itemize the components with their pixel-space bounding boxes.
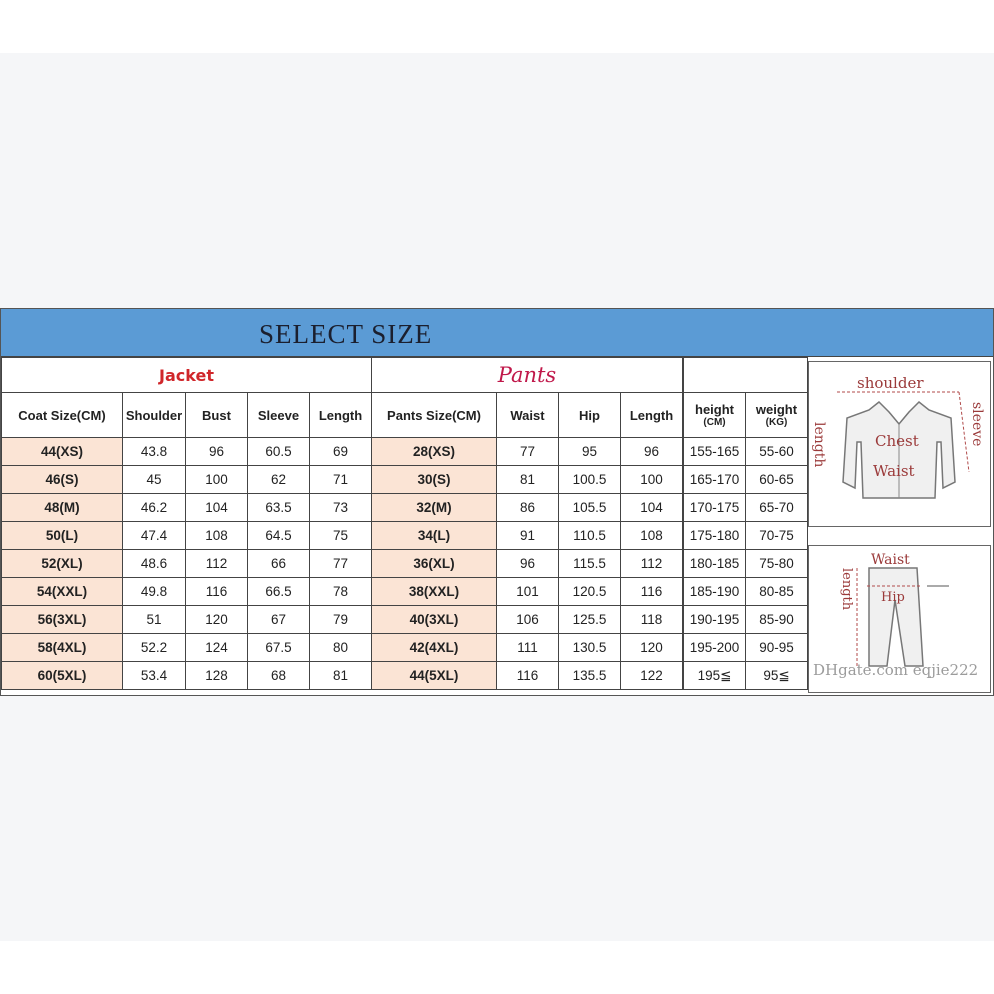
jacket-value-cell: 71 [310, 466, 372, 494]
pants-value-cell: 130.5 [559, 634, 621, 662]
pants-value-cell: 120.5 [559, 578, 621, 606]
watermark: DHgate.com eqjie222 [813, 661, 979, 679]
jacket-header-row [2, 393, 372, 438]
pants-value-cell: 115.5 [559, 550, 621, 578]
pants-size-cell: 34(L) [372, 522, 497, 550]
table-row [372, 494, 683, 522]
pants-value-cell: 116 [621, 578, 683, 606]
table-row [684, 662, 808, 690]
jacket-value-cell: 51 [123, 606, 186, 634]
waist-label: Waist [873, 462, 915, 480]
jacket-value-cell: 47.4 [123, 522, 186, 550]
weight-cell: 55-60 [746, 438, 808, 466]
pants-value-cell: 96 [497, 550, 559, 578]
table-row [684, 606, 808, 634]
pants-value-cell: 106 [497, 606, 559, 634]
table-row [684, 522, 808, 550]
table-row [2, 438, 372, 466]
coat-size-cell: 56(3XL) [2, 606, 123, 634]
coat-size-cell: 52(XL) [2, 550, 123, 578]
jacket-value-cell: 100 [186, 466, 248, 494]
pants-value-cell: 86 [497, 494, 559, 522]
height-cell: 155-165 [684, 438, 746, 466]
weight-cell: 75-80 [746, 550, 808, 578]
pants-title-cell [372, 358, 683, 393]
weight-cell: 95≦ [746, 662, 808, 690]
table-row [684, 578, 808, 606]
table-row [684, 438, 808, 466]
pants-value-cell: 101 [497, 578, 559, 606]
jacket-title-cell [2, 358, 372, 393]
coat-size-cell: 44(XS) [2, 438, 123, 466]
pants-value-cell: 77 [497, 438, 559, 466]
jacket-column-header: Sleeve [248, 393, 310, 438]
weight-cell: 60-65 [746, 466, 808, 494]
height-cell: 195-200 [684, 634, 746, 662]
table-row [2, 494, 372, 522]
jacket-value-cell: 128 [186, 662, 248, 690]
jacket-value-cell: 80 [310, 634, 372, 662]
jacket-value-cell: 124 [186, 634, 248, 662]
pants-value-cell: 100.5 [559, 466, 621, 494]
jacket-value-cell: 64.5 [248, 522, 310, 550]
table-row [372, 662, 683, 690]
table-row [2, 550, 372, 578]
table-row [2, 606, 372, 634]
table-row [372, 438, 683, 466]
pants-rows [372, 438, 683, 690]
jacket-value-cell: 66.5 [248, 578, 310, 606]
jacket-value-cell: 67.5 [248, 634, 310, 662]
weight-cell: 70-75 [746, 522, 808, 550]
height-weight-table [683, 357, 808, 690]
pants-value-cell: 104 [621, 494, 683, 522]
jacket-rows [2, 438, 372, 690]
height-weight-rows [684, 438, 808, 690]
jacket-value-cell: 62 [248, 466, 310, 494]
table-row [2, 466, 372, 494]
coat-size-cell: 46(S) [2, 466, 123, 494]
height-cell: 190-195 [684, 606, 746, 634]
weight-cell: 80-85 [746, 578, 808, 606]
pants-value-cell: 91 [497, 522, 559, 550]
jacket-value-cell: 48.6 [123, 550, 186, 578]
table-row [372, 550, 683, 578]
jacket-column-header: Shoulder [123, 393, 186, 438]
table-row [372, 522, 683, 550]
pants-column-header: Waist [497, 393, 559, 438]
table-row [372, 578, 683, 606]
pants-size-cell: 28(XS) [372, 438, 497, 466]
height-cell: 180-185 [684, 550, 746, 578]
body-header-unit: (KG) [765, 417, 788, 428]
jacket-value-cell: 43.8 [123, 438, 186, 466]
pants-value-cell: 118 [621, 606, 683, 634]
weight-cell: 85-90 [746, 606, 808, 634]
jacket-value-cell: 73 [310, 494, 372, 522]
pants-waist-label: Waist [871, 552, 910, 568]
pants-size-table [371, 357, 683, 690]
pants-size-cell: 42(4XL) [372, 634, 497, 662]
jacket-column-header: Bust [186, 393, 248, 438]
height-cell: 165-170 [684, 466, 746, 494]
pants-value-cell: 95 [559, 438, 621, 466]
height-cell: 195≦ [684, 662, 746, 690]
body-header-unit: (CM) [703, 417, 726, 428]
table-row [372, 634, 683, 662]
pants-title: Pants [497, 363, 557, 387]
pants-size-cell: 44(5XL) [372, 662, 497, 690]
pants-value-cell: 120 [621, 634, 683, 662]
height-cell: 170-175 [684, 494, 746, 522]
jacket-value-cell: 63.5 [248, 494, 310, 522]
jacket-value-cell: 78 [310, 578, 372, 606]
weight-cell: 90-95 [746, 634, 808, 662]
jacket-title: Jacket [159, 365, 214, 385]
pants-value-cell: 111 [497, 634, 559, 662]
table-row [2, 634, 372, 662]
coat-size-cell: 58(4XL) [2, 634, 123, 662]
jacket-value-cell: 120 [186, 606, 248, 634]
pants-header-row [372, 393, 683, 438]
banner-title: SELECT SIZE [259, 319, 433, 349]
jacket-value-cell: 68 [248, 662, 310, 690]
length-label: length [811, 422, 827, 468]
pants-value-cell: 100 [621, 466, 683, 494]
jacket-value-cell: 75 [310, 522, 372, 550]
pants-value-cell: 135.5 [559, 662, 621, 690]
body-header-label: weight [755, 402, 798, 417]
size-chart [0, 308, 994, 696]
jacket-value-cell: 49.8 [123, 578, 186, 606]
table-row [2, 578, 372, 606]
table-row [372, 466, 683, 494]
jacket-value-cell: 67 [248, 606, 310, 634]
height-cell: 185-190 [684, 578, 746, 606]
jacket-value-cell: 60.5 [248, 438, 310, 466]
height-weight-blank-cell [684, 358, 808, 393]
jacket-value-cell: 69 [310, 438, 372, 466]
pants-size-cell: 30(S) [372, 466, 497, 494]
pants-value-cell: 116 [497, 662, 559, 690]
jacket-value-cell: 116 [186, 578, 248, 606]
jacket-value-cell: 79 [310, 606, 372, 634]
table-row [372, 606, 683, 634]
table-row [684, 634, 808, 662]
pants-hip-label: Hip [881, 590, 905, 605]
pants-value-cell: 125.5 [559, 606, 621, 634]
coat-size-cell: 60(5XL) [2, 662, 123, 690]
table-row [2, 662, 372, 690]
coat-size-cell: 54(XXL) [2, 578, 123, 606]
body-column-header [684, 393, 746, 438]
jacket-value-cell: 104 [186, 494, 248, 522]
jacket-column-header: Length [310, 393, 372, 438]
body-header-label: height [695, 402, 734, 417]
pants-length-label: length [839, 568, 854, 611]
pants-value-cell: 105.5 [559, 494, 621, 522]
pants-value-cell: 108 [621, 522, 683, 550]
jacket-value-cell: 96 [186, 438, 248, 466]
table-row [684, 494, 808, 522]
jacket-value-cell: 46.2 [123, 494, 186, 522]
table-row [684, 550, 808, 578]
table-row [684, 466, 808, 494]
body-column-header [746, 393, 808, 438]
height-cell: 175-180 [684, 522, 746, 550]
jacket-column-header: Coat Size(CM) [2, 393, 123, 438]
pants-value-cell: 81 [497, 466, 559, 494]
pants-column-header: Pants Size(CM) [372, 393, 497, 438]
jacket-value-cell: 53.4 [123, 662, 186, 690]
pants-size-cell: 36(XL) [372, 550, 497, 578]
jacket-value-cell: 81 [310, 662, 372, 690]
jacket-value-cell: 45 [123, 466, 186, 494]
pants-size-cell: 38(XXL) [372, 578, 497, 606]
table-row [2, 522, 372, 550]
pants-size-cell: 40(3XL) [372, 606, 497, 634]
jacket-value-cell: 52.2 [123, 634, 186, 662]
weight-cell: 65-70 [746, 494, 808, 522]
pants-value-cell: 122 [621, 662, 683, 690]
pants-value-cell: 96 [621, 438, 683, 466]
sleeve-label: sleeve [969, 402, 985, 447]
shoulder-label: shoulder [857, 374, 924, 392]
jacket-value-cell: 77 [310, 550, 372, 578]
pants-column-header: Length [621, 393, 683, 438]
jacket-size-table [1, 357, 372, 690]
pants-column-header: Hip [559, 393, 621, 438]
pants-size-cell: 32(M) [372, 494, 497, 522]
pants-value-cell: 110.5 [559, 522, 621, 550]
height-weight-header-row [684, 393, 808, 438]
jacket-value-cell: 108 [186, 522, 248, 550]
pants-value-cell: 112 [621, 550, 683, 578]
jacket-value-cell: 112 [186, 550, 248, 578]
select-size-banner [1, 309, 993, 357]
coat-size-cell: 50(L) [2, 522, 123, 550]
coat-size-cell: 48(M) [2, 494, 123, 522]
jacket-measurement-illustration [808, 361, 991, 527]
chest-label: Chest [875, 432, 919, 450]
jacket-value-cell: 66 [248, 550, 310, 578]
